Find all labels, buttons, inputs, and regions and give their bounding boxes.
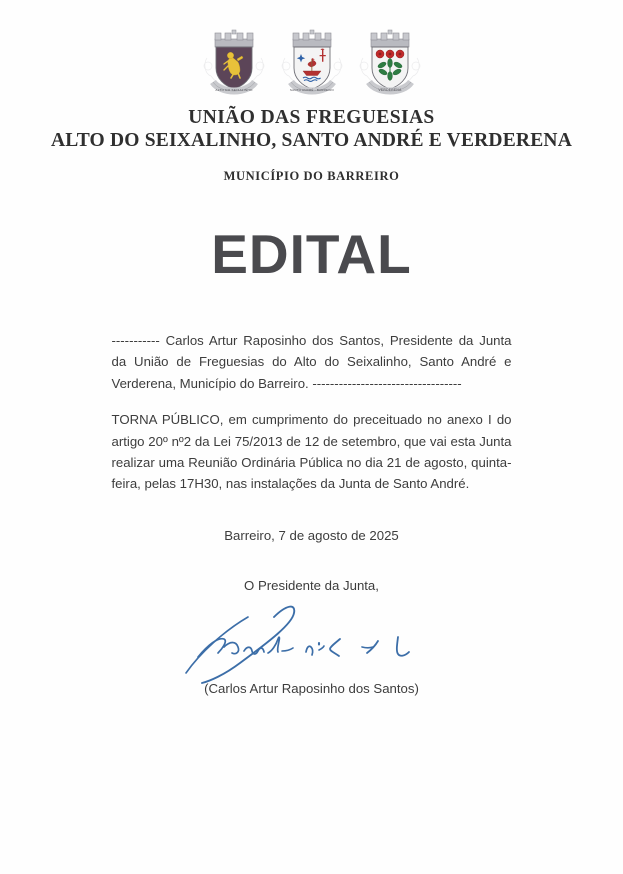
crest-santo-andre-barreiro — [279, 28, 345, 98]
mural-crown-icon — [293, 30, 331, 47]
handwritten-signature — [162, 595, 462, 685]
signature-area — [112, 595, 512, 681]
organization-title — [0, 106, 623, 152]
coat-of-arms-row — [0, 0, 623, 98]
org-title-line2: ALTO DO SEIXALINHO, SANTO ANDRÉ E VERDERENA — [51, 130, 572, 151]
crest-verderena — [357, 28, 423, 98]
crest-banner-text: ALTO DO SEIXALINHO — [214, 88, 253, 92]
roses-charge — [376, 50, 404, 58]
date-line: Barreiro, 7 de agosto de 2025 — [224, 527, 399, 543]
mural-crown-icon — [371, 30, 409, 47]
signature-title: O Presidente da Junta, — [244, 577, 379, 593]
paragraph-notice: TORNA PÚBLICO, em cumprimento do preceituado no anexo I do artigo 20º nº2 da Lei 75/2013 de 12 de setembro, que vai esta Junta realizar uma Reunião Ordinária Pública no dia 21 de agosto, quinta-feira, pelas 17H30, nas instalações da Junta de Santo André. — [111, 412, 512, 492]
signature-name: (Carlos Artur Raposinho dos Santos) — [204, 680, 419, 696]
crest-banner-text: SANTO ANDRÉ - BARREIRO — [289, 88, 334, 92]
org-title-line1: UNIÃO DAS FREGUESIAS — [188, 107, 435, 128]
document-title: EDITAL — [211, 223, 412, 285]
mural-crown-icon — [215, 30, 253, 47]
crest-alto-do-seixalinho — [201, 28, 267, 98]
crest-banner-text: VERDERENA — [377, 88, 402, 92]
municipality-label: MUNICÍPIO DO BARREIRO — [223, 169, 400, 183]
document-body — [112, 286, 512, 696]
paragraph-declarant: ----------- Carlos Artur Raposinho dos Santos, Presidente da Junta da União de Freguesias do Alto do Seixalinho, Santo André e Verderena, Município do Barreiro. ---------------------------------- — [111, 333, 512, 391]
